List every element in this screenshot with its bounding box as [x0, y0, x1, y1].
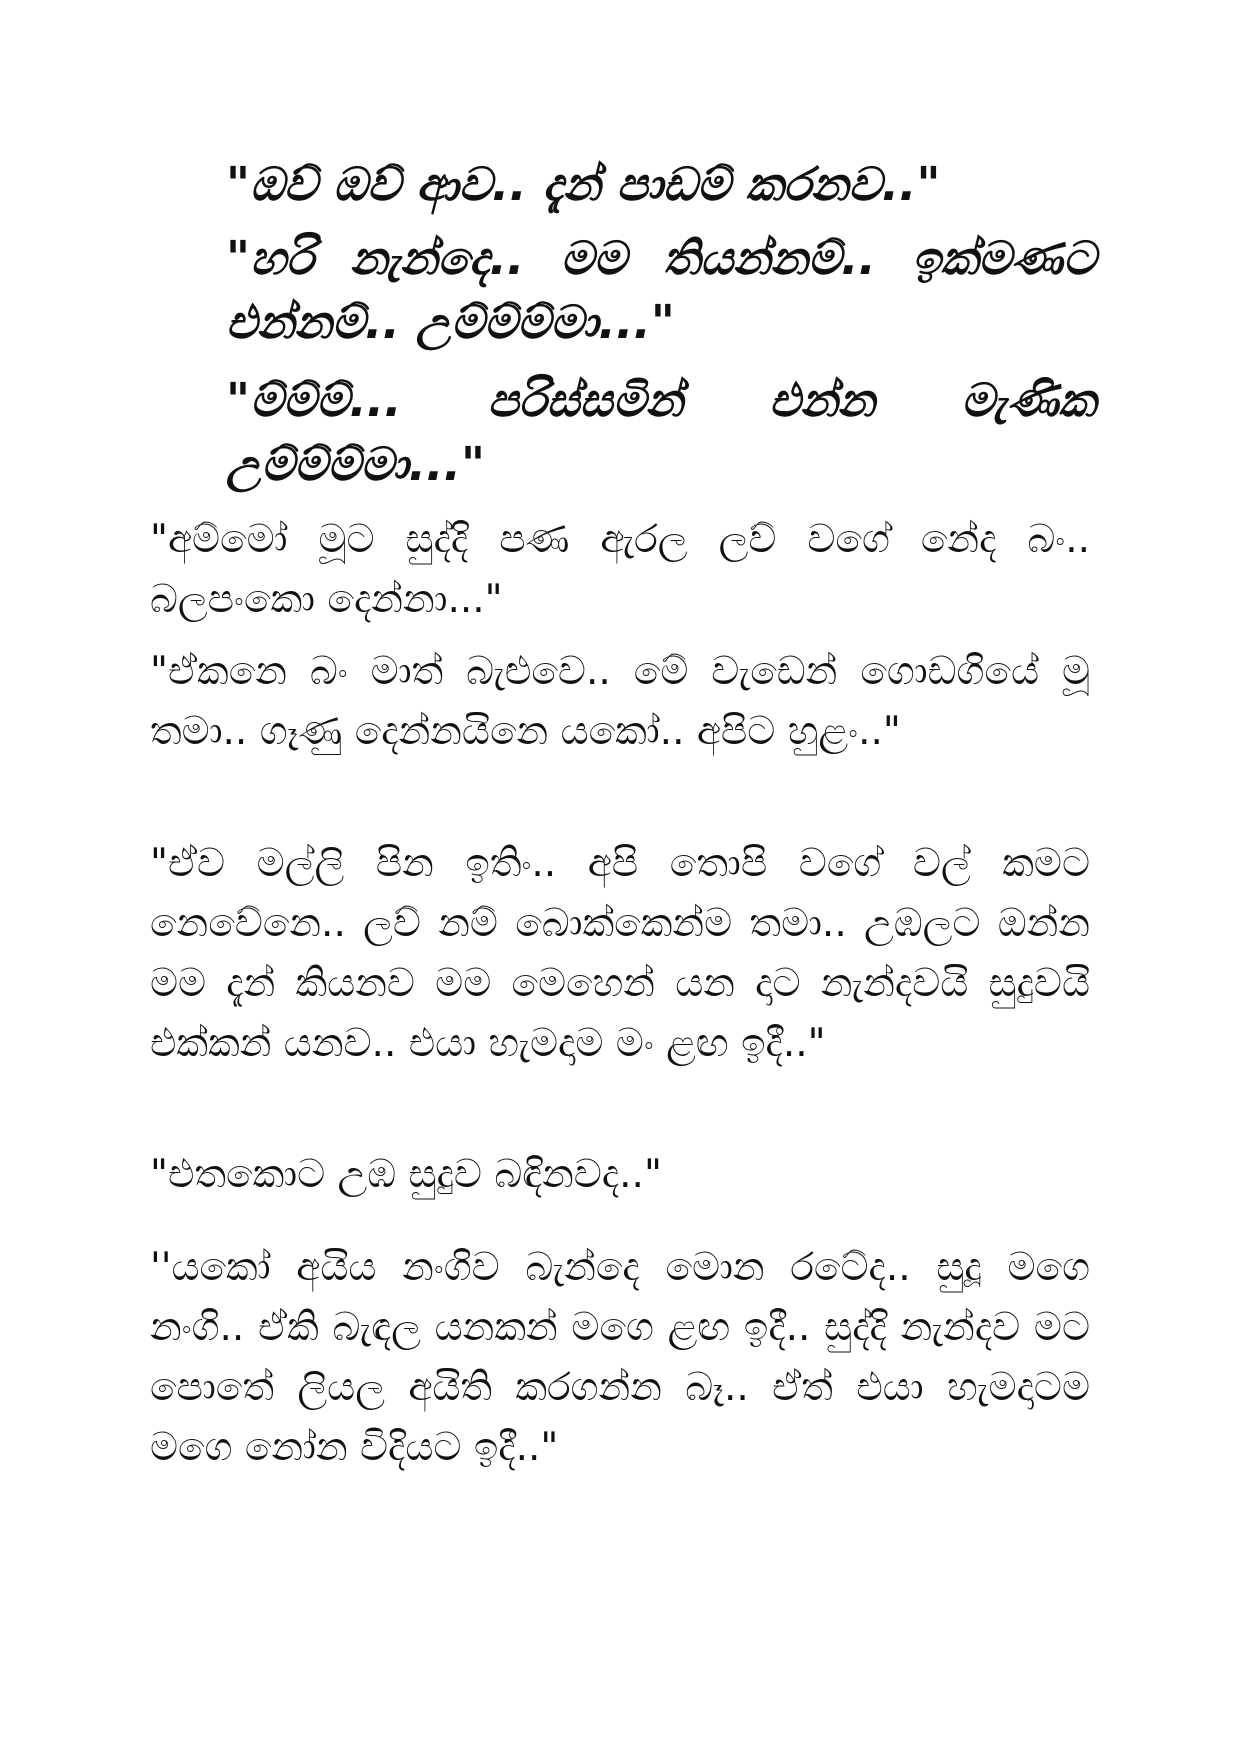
dialogue-paragraph-1: "ඔව් ඔව් ආව.. දැන් පාඩම් කරනව.." [226, 157, 941, 211]
dialogue-paragraph-5: "ඒකනෙ බං මාත් බැළුවෙ.. මේ වැඩෙන් ගොඩගියේ මූ තමා.. ගෑණු දෙන්නයිනෙ යකෝ.. අපිට හුළං.." [150, 649, 1090, 754]
dialogue-paragraph-7: "එතකොට උඹ සුදුව බඳිනවද.." [150, 1152, 662, 1197]
dialogue-paragraph-8: ''යකෝ අයිය නංගිව බැන්දෙ මොන රටේද.. සුදූ මගෙ නංගි.. ඒකි බැඳල යනකන් මගෙ ළඟ ඉදී.. සුද්දි නැන්දව මට පොතේ ලියල අයිති කරගන්න බෑ.. ඒත් එයා හැමදාටම මගෙ නෝන විදියට ඉදී.." [150, 1245, 1090, 1470]
dialogue-paragraph-6: "ඒව මල්ලි පින ඉතිං.. අපි තොපි වගේ වල් කමට නෙවේනෙ.. ලව් නම් බොක්කෙන්ම තමා.. උඹලට ඔන්න මම දැන් කියනව මම මෙහෙන් යන දාට නැන්දවයි සුදුවයි එක්කන් යනව.. එයා හැමදාම මං ළඟ ඉදී.." [150, 841, 1090, 1066]
dialogue-paragraph-2: "හරි නැන්දෙ.. මම තියන්නම්.. ඉක්මණට එන්නම්.. උම්ම්ම්මා..." [226, 231, 1096, 349]
dialogue-paragraph-4: "අම්මෝ මූට සුද්දි පණ ඇරල ලව් වගේ නේද බං.. බලපංකො දෙන්නා..." [150, 517, 1090, 622]
dialogue-paragraph-3: "ම්ම්ම්... පරිස්සමින් එන්න මැණික උම්ම්ම්මා..." [226, 373, 1096, 491]
